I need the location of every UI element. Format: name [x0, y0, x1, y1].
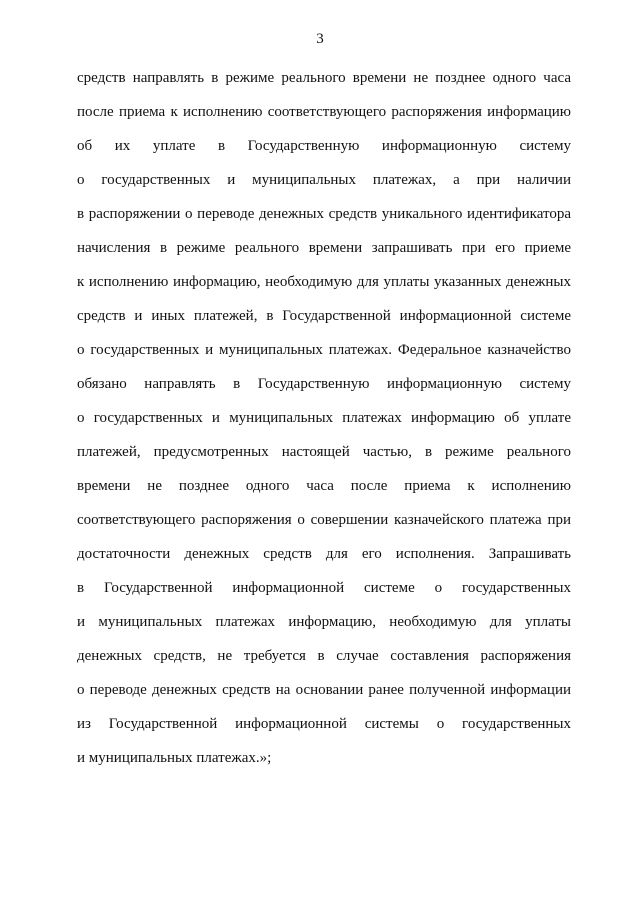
text-line: к исполнению информацию, необходимую для уплаты указанных денежных: [77, 274, 571, 290]
text-line: обязано направлять в Государственную информационную систему: [77, 376, 571, 392]
text-line: в Государственной информационной системе о государственных: [77, 580, 571, 596]
document-body: [77, 61, 571, 775]
text-line: о государственных и муниципальных платежах. Федеральное казначейство: [77, 342, 571, 358]
text-line: в распоряжении о переводе денежных средств уникального идентификатора: [77, 206, 571, 222]
text-line: достаточности денежных средств для его исполнения. Запрашивать: [77, 546, 571, 562]
text-line: об их уплате в Государственную информационную систему: [77, 138, 571, 154]
text-line: денежных средств, не требуется в случае составления распоряжения: [77, 648, 571, 664]
text-line: о государственных и муниципальных платежах информацию об уплате: [77, 410, 571, 426]
text-line: средств и иных платежей, в Государственной информационной системе: [77, 308, 571, 324]
text-line: и муниципальных платежах.»;: [77, 750, 272, 766]
page-number: 3: [316, 31, 324, 47]
text-line: и муниципальных платежах информацию, необходимую для уплаты: [77, 614, 571, 630]
text-line: платежей, предусмотренных настоящей частью, в режиме реального: [77, 444, 571, 460]
text-line: о государственных и муниципальных платежах, а при наличии: [77, 172, 571, 188]
text-line: после приема к исполнению соответствующего распоряжения информацию: [77, 104, 571, 120]
text-line: из Государственной информационной системы о государственных: [77, 716, 571, 732]
text-line: начисления в режиме реального времени запрашивать при его приеме: [77, 240, 571, 256]
text-line: соответствующего распоряжения о совершении казначейского платежа при: [77, 512, 571, 528]
text-line: о переводе денежных средств на основании ранее полученной информации: [77, 682, 571, 698]
text-line: времени не позднее одного часа после приема к исполнению: [77, 478, 571, 494]
text-line: средств направлять в режиме реального времени не позднее одного часа: [77, 70, 571, 86]
